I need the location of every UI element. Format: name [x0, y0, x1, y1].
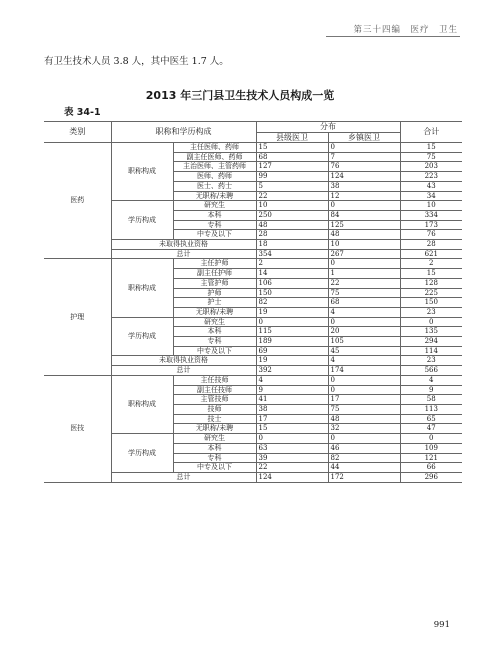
township-value: 46: [328, 443, 400, 453]
total-value: 34: [400, 191, 462, 201]
total-value: 10: [400, 201, 462, 211]
county-value: 124: [256, 472, 328, 482]
township-value: 105: [328, 337, 400, 347]
group-cell: 学历构成: [111, 434, 173, 473]
county-value: 15: [256, 143, 328, 153]
county-value: 19: [256, 356, 328, 366]
township-value: 22: [328, 278, 400, 288]
item-label: 主管护师: [173, 278, 256, 288]
item-label: 无职称/未聘: [173, 191, 256, 201]
county-value: 69: [256, 346, 328, 356]
county-value: 63: [256, 443, 328, 453]
item-label: 副主任护师: [173, 269, 256, 279]
header-township: 乡镇医卫: [328, 132, 400, 143]
item-label: 专科: [173, 220, 256, 230]
item-label: 副主任医师、药师: [173, 152, 256, 162]
township-value: 38: [328, 181, 400, 191]
item-label: 专科: [173, 453, 256, 463]
county-value: 22: [256, 191, 328, 201]
total-value: 114: [400, 346, 462, 356]
item-label: 技师: [173, 404, 256, 414]
total-value: 15: [400, 143, 462, 153]
table-row: [44, 259, 462, 269]
item-label: 护师: [173, 288, 256, 298]
county-value: 82: [256, 298, 328, 308]
township-value: 172: [328, 472, 400, 482]
township-value: 0: [328, 434, 400, 444]
township-value: 48: [328, 230, 400, 240]
total-value: 2: [400, 259, 462, 269]
county-value: 392: [256, 366, 328, 376]
header-category: 类别: [44, 122, 111, 143]
item-label: 中专及以下: [173, 230, 256, 240]
township-value: 267: [328, 249, 400, 259]
running-head: 第三十四编 医疗 卫生: [353, 25, 458, 35]
total-value: 47: [400, 424, 462, 434]
total-value: 75: [400, 152, 462, 162]
township-value: 4: [328, 307, 400, 317]
item-label: 主管技师: [173, 395, 256, 405]
county-value: 5: [256, 181, 328, 191]
item-label: 无职称/未聘: [173, 307, 256, 317]
table-number: 表 34-1: [64, 107, 101, 118]
item-label: 研究生: [173, 317, 256, 327]
sum-label: 总计: [111, 366, 256, 376]
county-value: 106: [256, 278, 328, 288]
total-value: 150: [400, 298, 462, 308]
table-title: 2013 年三门县卫生技术人员构成一览: [145, 89, 335, 102]
group-cell: 学历构成: [111, 201, 173, 240]
total-value: 65: [400, 414, 462, 424]
header-rule: [326, 36, 460, 37]
item-label: 中专及以下: [173, 346, 256, 356]
unqualified-label: 未取得执业资格: [111, 240, 256, 250]
township-value: 12: [328, 191, 400, 201]
county-value: 14: [256, 269, 328, 279]
county-value: 22: [256, 463, 328, 473]
county-value: 150: [256, 288, 328, 298]
total-value: 76: [400, 230, 462, 240]
county-value: 10: [256, 201, 328, 211]
sum-label: 总计: [111, 472, 256, 482]
header-composition: 职称和学历构成: [111, 122, 256, 143]
item-label: 研究生: [173, 434, 256, 444]
staff-composition-table: [44, 121, 462, 483]
township-value: 17: [328, 395, 400, 405]
item-label: 副主任技师: [173, 385, 256, 395]
intro-text: 有卫生技术人员 3.8 人，其中医生 1.7 人。: [44, 56, 229, 67]
category-cell: 护理: [44, 259, 111, 375]
item-label: 医士、药士: [173, 181, 256, 191]
table-row: [44, 375, 462, 385]
item-label: 本科: [173, 210, 256, 220]
item-label: 本科: [173, 443, 256, 453]
item-label: 无职称/未聘: [173, 424, 256, 434]
page-number: 991: [433, 620, 450, 630]
group-cell: 职称构成: [111, 259, 173, 317]
header-distribution: 分布: [256, 122, 400, 133]
total-value: 296: [400, 472, 462, 482]
total-value: 23: [400, 356, 462, 366]
total-value: 128: [400, 278, 462, 288]
total-value: 4: [400, 375, 462, 385]
county-value: 2: [256, 259, 328, 269]
township-value: 0: [328, 375, 400, 385]
item-label: 主任技师: [173, 375, 256, 385]
item-label: 护士: [173, 298, 256, 308]
total-value: 135: [400, 327, 462, 337]
township-value: 48: [328, 414, 400, 424]
total-value: 66: [400, 463, 462, 473]
county-value: 354: [256, 249, 328, 259]
county-value: 19: [256, 307, 328, 317]
item-label: 专科: [173, 337, 256, 347]
item-label: 主任护师: [173, 259, 256, 269]
item-label: 医师、药师: [173, 172, 256, 182]
header-total: 合计: [400, 122, 462, 143]
total-value: 621: [400, 249, 462, 259]
county-value: 250: [256, 210, 328, 220]
township-value: 125: [328, 220, 400, 230]
county-value: 15: [256, 424, 328, 434]
total-value: 58: [400, 395, 462, 405]
total-value: 225: [400, 288, 462, 298]
township-value: 68: [328, 298, 400, 308]
total-value: 566: [400, 366, 462, 376]
total-value: 121: [400, 453, 462, 463]
total-value: 334: [400, 210, 462, 220]
township-value: 0: [328, 259, 400, 269]
total-value: 113: [400, 404, 462, 414]
item-label: 中专及以下: [173, 463, 256, 473]
county-value: 189: [256, 337, 328, 347]
county-value: 0: [256, 434, 328, 444]
township-value: 75: [328, 288, 400, 298]
county-value: 68: [256, 152, 328, 162]
total-value: 203: [400, 162, 462, 172]
group-cell: 学历构成: [111, 317, 173, 356]
table-row: [44, 143, 462, 153]
total-value: 43: [400, 181, 462, 191]
item-label: 技士: [173, 414, 256, 424]
total-value: 294: [400, 337, 462, 347]
township-value: 174: [328, 366, 400, 376]
township-value: 0: [328, 317, 400, 327]
township-value: 75: [328, 404, 400, 414]
total-value: 109: [400, 443, 462, 453]
township-value: 0: [328, 201, 400, 211]
total-value: 223: [400, 172, 462, 182]
item-label: 主任医师、药师: [173, 143, 256, 153]
township-value: 1: [328, 269, 400, 279]
category-cell: 医技: [44, 375, 111, 482]
township-value: 20: [328, 327, 400, 337]
county-value: 38: [256, 404, 328, 414]
county-value: 39: [256, 453, 328, 463]
township-value: 76: [328, 162, 400, 172]
township-value: 7: [328, 152, 400, 162]
total-value: 23: [400, 307, 462, 317]
county-value: 17: [256, 414, 328, 424]
township-value: 32: [328, 424, 400, 434]
county-value: 115: [256, 327, 328, 337]
county-value: 127: [256, 162, 328, 172]
sum-label: 总计: [111, 249, 256, 259]
total-value: 28: [400, 240, 462, 250]
category-cell: 医药: [44, 143, 111, 259]
county-value: 99: [256, 172, 328, 182]
county-value: 9: [256, 385, 328, 395]
unqualified-label: 未取得执业资格: [111, 356, 256, 366]
total-value: 15: [400, 269, 462, 279]
table-body: [44, 122, 462, 483]
item-label: 本科: [173, 327, 256, 337]
county-value: 41: [256, 395, 328, 405]
township-value: 4: [328, 356, 400, 366]
township-value: 82: [328, 453, 400, 463]
township-value: 124: [328, 172, 400, 182]
township-value: 44: [328, 463, 400, 473]
county-value: 4: [256, 375, 328, 385]
header-county: 县级医卫: [256, 132, 328, 143]
group-cell: 职称构成: [111, 375, 173, 433]
county-value: 0: [256, 317, 328, 327]
total-value: 0: [400, 317, 462, 327]
total-value: 173: [400, 220, 462, 230]
township-value: 0: [328, 143, 400, 153]
township-value: 84: [328, 210, 400, 220]
table-header-row: [44, 122, 462, 133]
township-value: 10: [328, 240, 400, 250]
item-label: 研究生: [173, 201, 256, 211]
township-value: 0: [328, 385, 400, 395]
total-value: 9: [400, 385, 462, 395]
county-value: 18: [256, 240, 328, 250]
township-value: 45: [328, 346, 400, 356]
total-value: 0: [400, 434, 462, 444]
county-value: 28: [256, 230, 328, 240]
county-value: 48: [256, 220, 328, 230]
item-label: 主治医师、主管药师: [173, 162, 256, 172]
group-cell: 职称构成: [111, 143, 173, 201]
